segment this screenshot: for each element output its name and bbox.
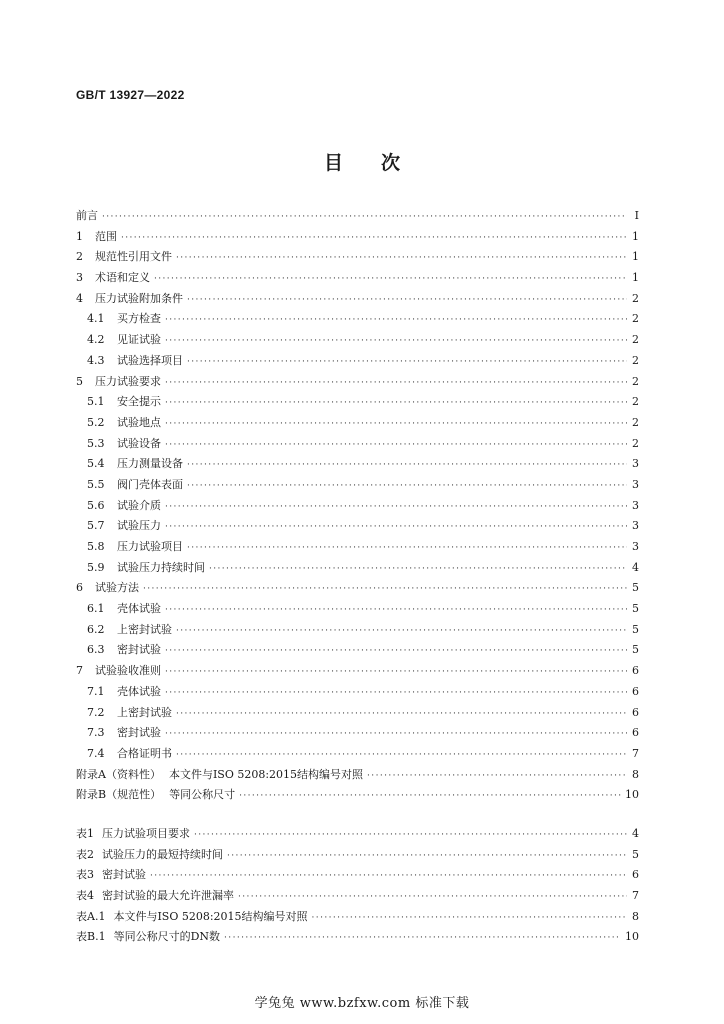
entry-number: 4.1: [87, 312, 105, 326]
entry-number: 5: [76, 374, 83, 388]
entry-number: 5.3: [87, 436, 105, 450]
entry-number: 6: [76, 581, 83, 595]
footer-watermark: 学兔兔 www.bzfxw.com 标准下载: [254, 996, 470, 1011]
entry-page-number: 8: [632, 909, 639, 923]
entry-title: 密封试验的最大允许泄漏率: [102, 889, 234, 903]
entry-page-number: 2: [632, 415, 639, 429]
dot-leader: [165, 662, 627, 683]
dot-leader: [176, 248, 627, 269]
entry-page-number: 6: [632, 684, 639, 698]
entry-page-number: 7: [632, 889, 639, 903]
entry-title: 见证试验: [117, 333, 161, 347]
entry-page-number: 2: [632, 353, 639, 367]
entry-number: 附录B（规范性）: [76, 788, 162, 802]
table-list-entry[interactable]: [76, 824, 639, 845]
toc-entry[interactable]: [76, 413, 639, 434]
dot-leader: [187, 290, 627, 311]
toc-entry[interactable]: [76, 372, 639, 393]
entry-number: 5.5: [87, 477, 105, 491]
entry-title: 前言: [76, 209, 98, 222]
dot-leader: [209, 559, 627, 580]
dot-leader: [102, 207, 627, 228]
entry-number: 6.3: [87, 643, 105, 657]
dot-leader: [187, 538, 627, 559]
entry-number: 4.2: [87, 333, 105, 347]
entry-title: 阀门壳体表面: [117, 477, 183, 491]
entry-page-number: 5: [632, 847, 639, 861]
entry-number: 1: [76, 229, 83, 243]
entry-number: 7.4: [87, 746, 105, 760]
dot-leader: [187, 352, 627, 373]
toc-entry[interactable]: [76, 227, 639, 248]
entry-title: 密封试验: [102, 868, 146, 882]
entry-title: 压力试验要求: [95, 374, 161, 388]
entry-title: 压力试验项目要求: [102, 827, 190, 840]
entry-title: 试验地点: [117, 415, 161, 429]
dot-leader: [187, 476, 627, 497]
entry-page-number: 2: [632, 374, 639, 388]
entry-number: 5.2: [87, 415, 105, 429]
toc-entry[interactable]: [76, 309, 639, 330]
entry-title: 本文件与ISO 5208:2015结构编号对照: [113, 909, 308, 923]
list-of-tables: [76, 824, 639, 948]
entry-title: 规范性引用文件: [95, 250, 172, 264]
dot-leader: [165, 393, 627, 414]
entry-page-number: 5: [632, 643, 639, 657]
entry-number: 表2: [76, 847, 94, 861]
dot-leader: [165, 724, 627, 745]
entry-number: 5.1: [87, 395, 105, 409]
table-list-entry[interactable]: [76, 865, 639, 886]
toc-entry[interactable]: [76, 206, 639, 227]
dot-leader: [165, 497, 627, 518]
entry-page-number: 6: [632, 726, 639, 740]
toc-entry[interactable]: [76, 516, 639, 537]
entry-title: 压力试验附加条件: [95, 291, 183, 305]
entry-page-number: 8: [632, 767, 639, 781]
entry-number: 5.7: [87, 519, 105, 533]
entry-page-number: 6: [632, 868, 639, 882]
table-of-contents: [76, 206, 639, 806]
entry-page-number: 1: [632, 229, 639, 243]
entry-title: 安全提示: [117, 395, 161, 409]
entry-page-number: 5: [632, 581, 639, 595]
dot-leader: [187, 455, 627, 476]
entry-title: 壳体试验: [117, 684, 161, 698]
dot-leader: [176, 621, 627, 642]
entry-title: 壳体试验: [117, 602, 161, 616]
entry-title: 试验选择项目: [117, 353, 183, 367]
toc-entry[interactable]: [76, 620, 639, 641]
dot-leader: [121, 228, 627, 249]
toc-entry[interactable]: [76, 247, 639, 268]
dot-leader: [239, 786, 621, 807]
entry-number: 附录A（资料性）: [76, 767, 161, 781]
entry-number: 5.6: [87, 498, 105, 512]
toc-entry[interactable]: [76, 785, 639, 806]
entry-page-number: 3: [632, 519, 639, 533]
entry-number: 7: [76, 664, 83, 678]
entry-number: 7.3: [87, 726, 105, 740]
entry-number: 7.2: [87, 705, 105, 719]
entry-page-number: 7: [632, 746, 639, 760]
toc-entry[interactable]: [76, 496, 639, 517]
dot-leader: [165, 600, 627, 621]
entry-title: 试验压力的最短持续时间: [102, 847, 223, 861]
entry-number: 表B.1: [76, 930, 106, 944]
table-list-entry[interactable]: [76, 886, 639, 907]
entry-page-number: 1: [632, 271, 639, 285]
dot-leader: [150, 866, 627, 887]
entry-number: 表4: [76, 889, 94, 903]
entry-page-number: 4: [632, 560, 639, 574]
table-list-entry[interactable]: [76, 845, 639, 866]
dot-leader: [194, 825, 627, 846]
entry-page-number: 2: [632, 312, 639, 326]
entry-number: 表A.1: [76, 909, 106, 923]
standard-number: GB/T 13927—2022: [76, 88, 185, 102]
entry-title: 试验介质: [117, 498, 161, 512]
dot-leader: [312, 908, 627, 929]
dot-leader: [165, 414, 627, 435]
toc-entry[interactable]: [76, 330, 639, 351]
entry-title: 试验压力: [117, 519, 161, 533]
toc-entry[interactable]: [76, 599, 639, 620]
dot-leader: [165, 435, 627, 456]
entry-title: 范围: [95, 229, 117, 243]
entry-page-number: 1: [632, 250, 639, 264]
entry-number: 5.4: [87, 457, 105, 471]
dot-leader: [367, 766, 627, 787]
dot-leader: [176, 704, 627, 725]
entry-page-number: 5: [632, 622, 639, 636]
entry-page-number: 2: [632, 333, 639, 347]
toc-entry[interactable]: [76, 558, 639, 579]
dot-leader: [176, 745, 627, 766]
entry-title: 试验验收准则: [95, 664, 161, 678]
dot-leader: [165, 641, 627, 662]
dot-leader: [165, 373, 627, 394]
dot-leader: [165, 517, 627, 538]
entry-title: 合格证明书: [117, 746, 172, 760]
toc-entry[interactable]: [76, 578, 639, 599]
entry-title: 试验方法: [95, 581, 139, 595]
entry-page-number: 5: [632, 602, 639, 616]
entry-number: 表3: [76, 868, 94, 882]
toc-entry[interactable]: [76, 723, 639, 744]
toc-entry[interactable]: [76, 392, 639, 413]
toc-entry[interactable]: [76, 268, 639, 289]
entry-number: 4: [76, 291, 83, 305]
dot-leader: [154, 269, 627, 290]
entry-title: 压力试验项目: [117, 540, 183, 553]
dot-leader: [165, 310, 627, 331]
entry-number: 6.1: [87, 602, 105, 616]
toc-entry[interactable]: [76, 765, 639, 786]
entry-number: 2: [76, 250, 83, 264]
entry-title: 密封试验: [117, 726, 161, 740]
toc-entry[interactable]: [76, 475, 639, 496]
toc-entry[interactable]: [76, 661, 639, 682]
entry-title: 本文件与ISO 5208:2015结构编号对照: [168, 767, 364, 781]
entry-number: 5.9: [87, 560, 105, 574]
entry-page-number: 3: [632, 457, 639, 471]
entry-title: 等同公称尺寸的DN数: [113, 930, 221, 944]
entry-page-number: 6: [632, 705, 639, 719]
dot-leader: [143, 579, 627, 600]
table-list-entry[interactable]: [76, 907, 639, 928]
dot-leader: [224, 928, 621, 949]
entry-page-number: 10: [625, 930, 639, 944]
entry-number: 5.8: [87, 540, 105, 553]
entry-page-number: Ⅰ: [634, 209, 639, 222]
entry-title: 试验压力持续时间: [117, 560, 205, 574]
dot-leader: [227, 846, 627, 867]
entry-number: 表1: [76, 827, 94, 840]
page-title: 目次: [323, 152, 438, 174]
entry-page-number: 2: [632, 291, 639, 305]
entry-number: 3: [76, 271, 83, 285]
table-list-entry[interactable]: [76, 927, 639, 948]
entry-title: 密封试验: [117, 643, 161, 657]
toc-entry[interactable]: [76, 434, 639, 455]
entry-title: 压力测量设备: [117, 457, 183, 471]
toc-entry[interactable]: [76, 682, 639, 703]
entry-page-number: 3: [632, 498, 639, 512]
entry-title: 等同公称尺寸: [169, 788, 236, 802]
toc-entry[interactable]: [76, 640, 639, 661]
toc-entry[interactable]: [76, 289, 639, 310]
dot-leader: [238, 887, 627, 908]
dot-leader: [165, 683, 627, 704]
entry-page-number: 3: [632, 477, 639, 491]
entry-page-number: 4: [632, 827, 639, 840]
entry-title: 买方检查: [117, 312, 161, 326]
entry-title: 试验设备: [117, 436, 161, 450]
toc-entry[interactable]: [76, 703, 639, 724]
entry-number: 6.2: [87, 622, 105, 636]
entry-title: 术语和定义: [95, 271, 150, 285]
entry-page-number: 10: [625, 788, 639, 802]
dot-leader: [165, 331, 627, 352]
entry-page-number: 2: [632, 395, 639, 409]
toc-entry[interactable]: [76, 537, 639, 558]
entry-page-number: 2: [632, 436, 639, 450]
entry-title: 上密封试验: [117, 705, 172, 719]
toc-entry[interactable]: [76, 351, 639, 372]
toc-entry[interactable]: [76, 744, 639, 765]
entry-page-number: 6: [632, 664, 639, 678]
entry-title: 上密封试验: [117, 622, 172, 636]
entry-page-number: 3: [632, 540, 639, 553]
toc-entry[interactable]: [76, 454, 639, 475]
entry-number: 7.1: [87, 684, 105, 698]
entry-number: 4.3: [87, 353, 105, 367]
